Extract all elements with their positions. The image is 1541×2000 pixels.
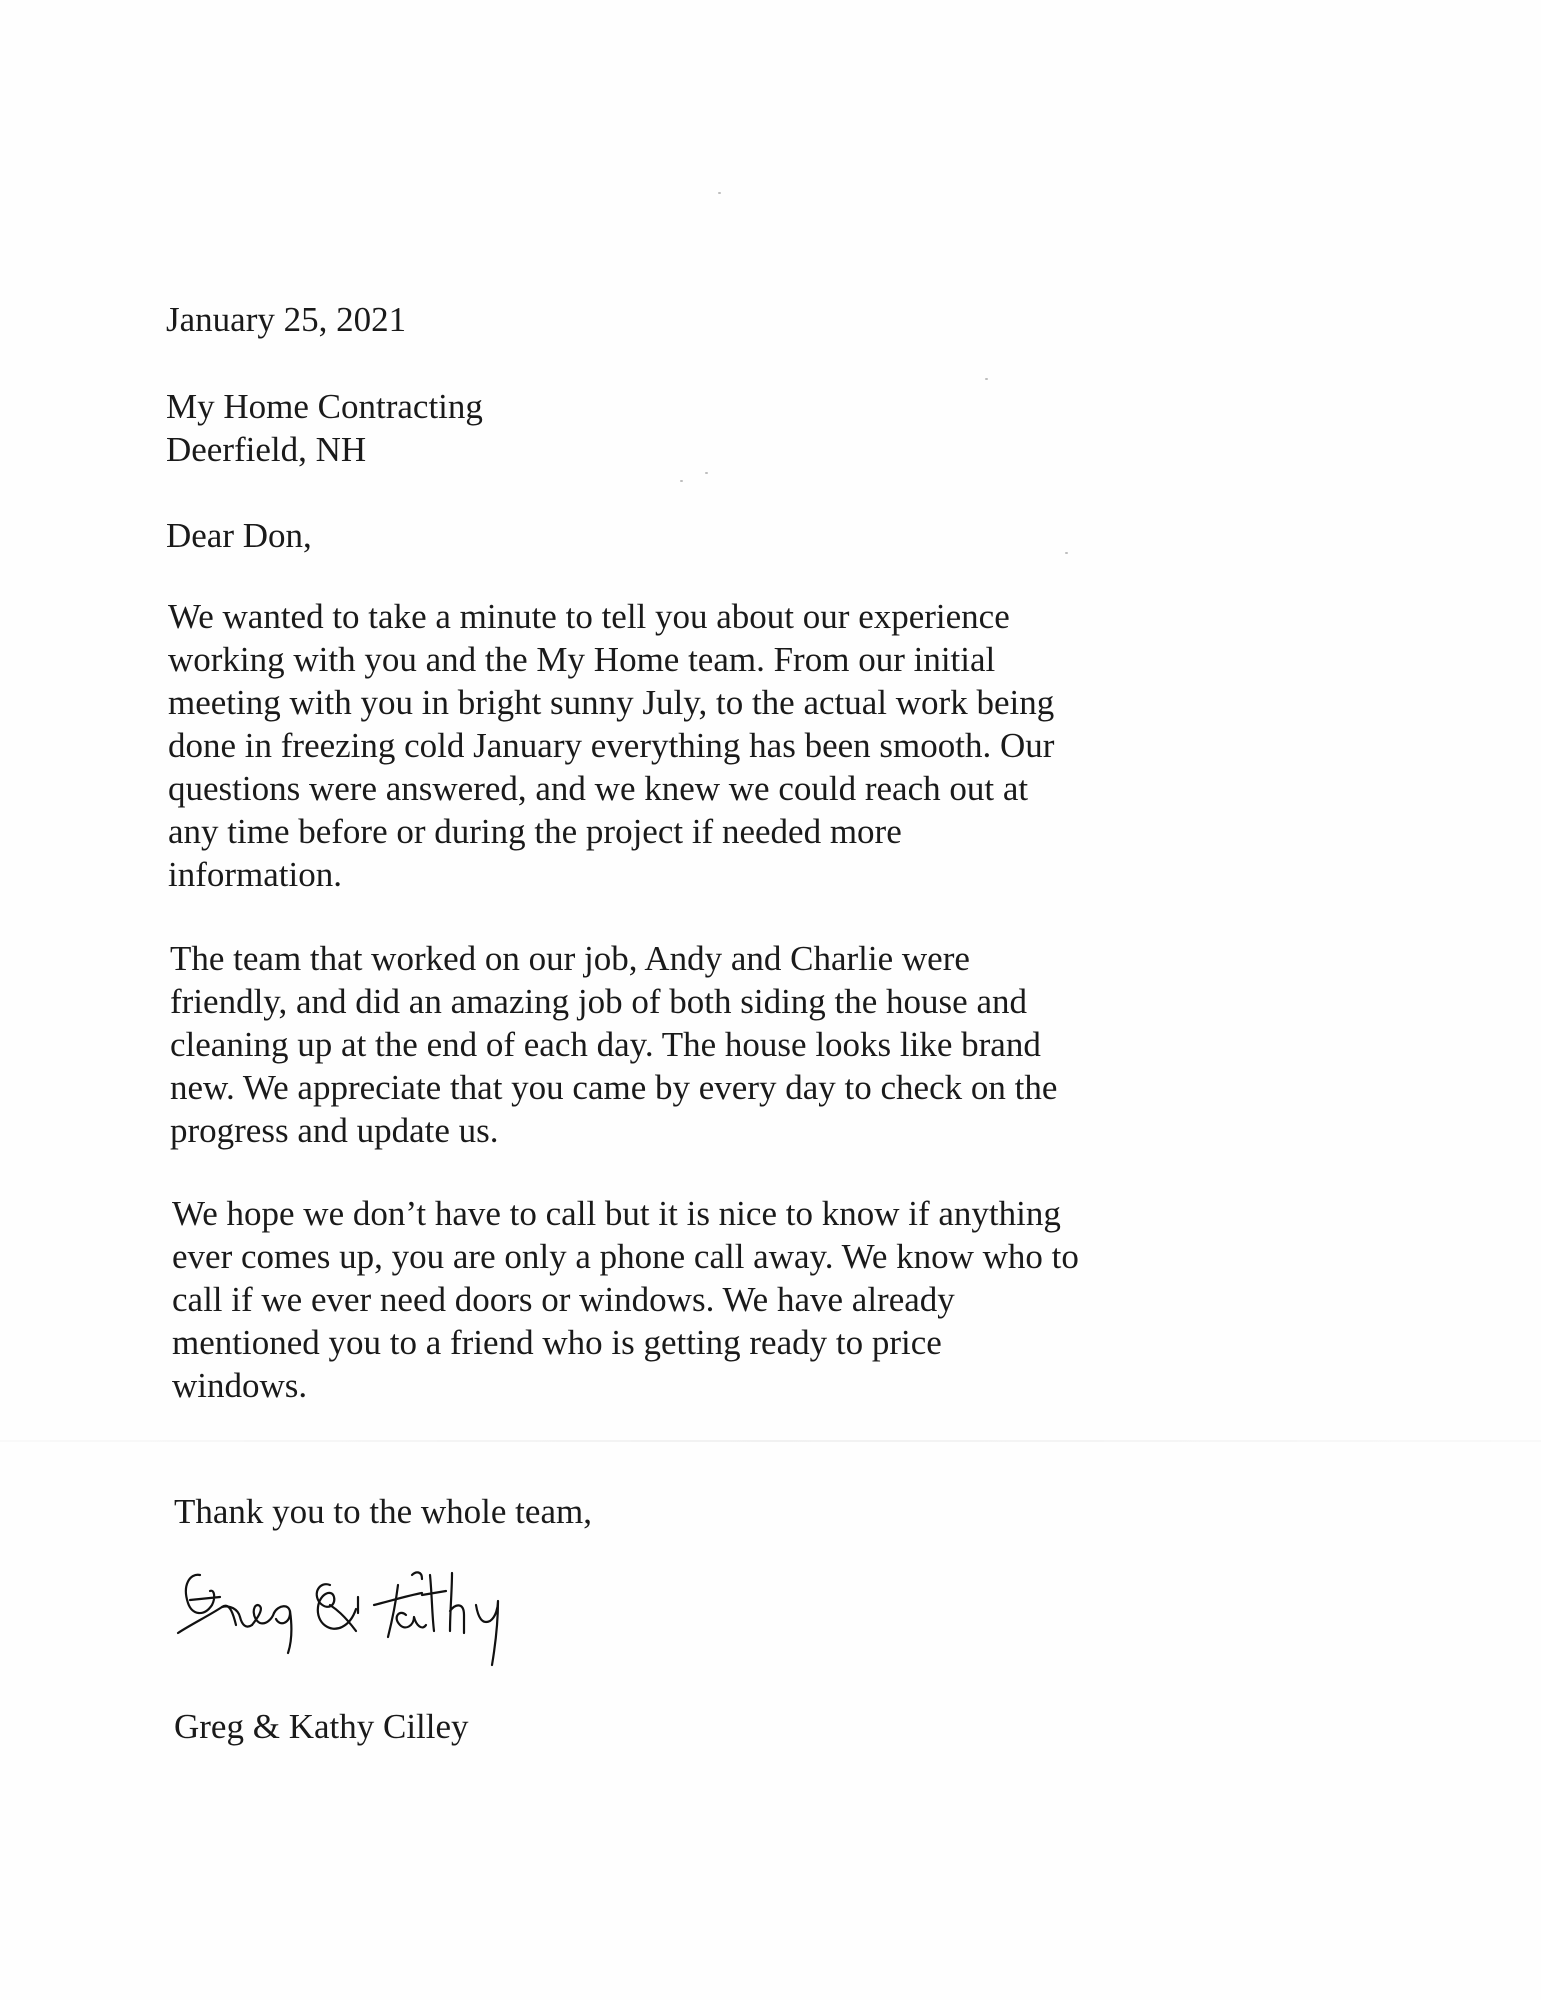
paragraph-line: mentioned you to a friend who is getting ready to price — [172, 1323, 942, 1362]
paragraph-line: We wanted to take a minute to tell you about our experience — [168, 597, 1010, 636]
date-text: January 25, 2021 — [166, 300, 407, 339]
paragraph-line: We hope we don’t have to call but it is nice to know if anything — [172, 1194, 1061, 1233]
scan-speck — [1065, 552, 1068, 554]
paragraph-line: cleaning up at the end of each day. The house looks like brand — [170, 1025, 1041, 1064]
signer-name — [174, 1705, 469, 1748]
scan-speck — [718, 192, 721, 194]
closing-text: Thank you to the whole team, — [174, 1492, 592, 1531]
paragraph-line: ever comes up, you are only a phone call away. We know who to — [172, 1237, 1079, 1276]
paragraph-line: any time before or during the project if needed more — [168, 812, 902, 851]
paragraph-line: progress and update us. — [170, 1111, 499, 1150]
paragraph-line: meeting with you in bright sunny July, to the actual work being — [168, 683, 1055, 722]
fold-crease — [0, 1440, 1541, 1442]
paragraph-experience — [168, 595, 1054, 896]
scan-speck — [705, 472, 708, 474]
paragraph-team — [170, 937, 1057, 1152]
handwritten-signature — [160, 1545, 600, 1680]
paragraph-line: windows. — [172, 1366, 308, 1405]
paragraph-line: done in freezing cold January everything has been smooth. Our — [168, 726, 1055, 765]
paragraph-line: working with you and the My Home team. From our initial — [168, 640, 996, 679]
recipient-location: Deerfield, NH — [166, 430, 367, 469]
paragraph-referral — [172, 1192, 1079, 1407]
signer-name-text: Greg & Kathy Cilley — [174, 1707, 469, 1746]
scan-speck — [985, 378, 988, 380]
paragraph-line: call if we ever need doors or windows. We have already — [172, 1280, 955, 1319]
paragraph-line: friendly, and did an amazing job of both siding the house and — [170, 982, 1027, 1021]
paragraph-line: questions were answered, and we knew we could reach out at — [168, 769, 1029, 808]
recipient-address — [166, 385, 483, 471]
paragraph-line: new. We appreciate that you came by every day to check on the — [170, 1068, 1058, 1107]
paragraph-line: The team that worked on our job, Andy and Charlie were — [170, 939, 970, 978]
closing — [174, 1490, 592, 1533]
salutation — [166, 514, 312, 557]
salutation-text: Dear Don, — [166, 516, 312, 555]
recipient-company: My Home Contracting — [166, 387, 483, 426]
scan-speck — [680, 480, 683, 482]
paragraph-line: information. — [168, 855, 342, 894]
letter-date — [166, 298, 406, 341]
